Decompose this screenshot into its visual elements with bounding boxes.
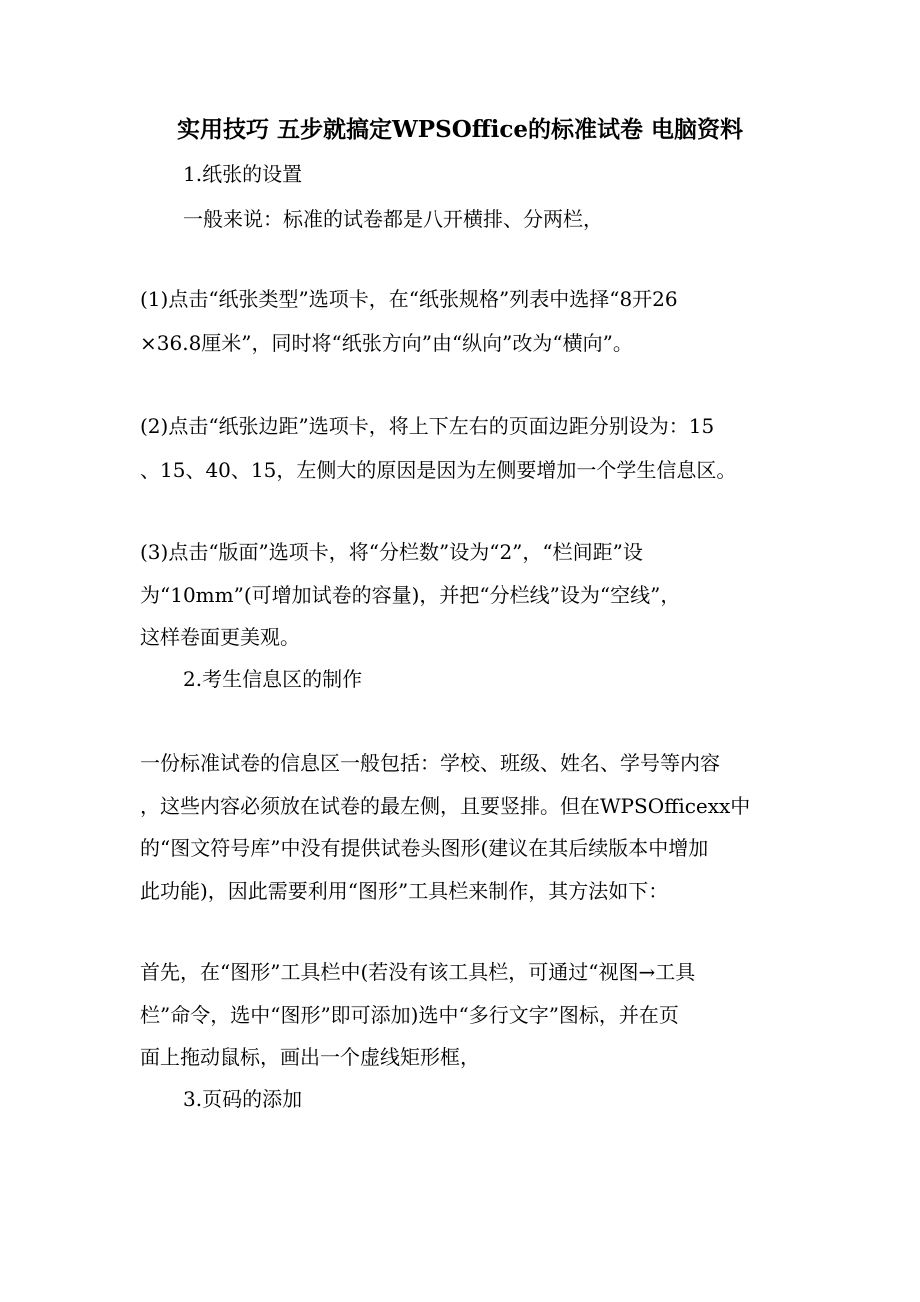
- paragraph-line: (3)点击“版面”选项卡，将“分栏数”设为“2”，“栏间距”设: [140, 540, 643, 564]
- paragraph-line: 首先，在“图形”工具栏中(若没有该工具栏，可通过“视图→工具: [140, 960, 696, 984]
- paragraph-line: (1)点击“纸张类型”选项卡，在“纸张规格”列表中选择“8开26: [140, 287, 678, 311]
- paragraph-line: 此功能)，因此需要利用“图形”工具栏来制作，其方法如下：: [140, 879, 669, 903]
- paragraph-line: (2)点击“纸张边距”选项卡，将上下左右的页面边距分别设为：15: [140, 414, 715, 438]
- paragraph-line: ，这些内容必须放在试卷的最左侧，且要竖排。但在WPSOfficexx中: [140, 794, 751, 818]
- section-heading-paper-setup: 1.纸张的设置: [183, 162, 303, 186]
- paragraph-line: 的“图文符号库”中没有提供试卷头图形(建议在其后续版本中增加: [140, 836, 709, 860]
- section-heading-page-numbers: 3.页码的添加: [183, 1087, 303, 1111]
- paragraph-line: 面上拖动鼠标，画出一个虚线矩形框，: [140, 1045, 480, 1069]
- paragraph-line: 栏”命令，选中“图形”即可添加)选中“多行文字”图标，并在页: [140, 1003, 679, 1027]
- paragraph-line: ×36.8厘米”，同时将“纸张方向”由“纵向”改为“横向”。: [140, 331, 633, 355]
- paragraph-line: 一份标准试卷的信息区一般包括：学校、班级、姓名、学号等内容: [140, 751, 720, 775]
- paragraph-line: 一般来说：标准的试卷都是八开横排、分两栏，: [183, 207, 603, 231]
- document-title: 实用技巧 五步就搞定WPSOffice的标准试卷 电脑资料: [176, 116, 744, 143]
- paragraph-line: 这样卷面更美观。: [140, 625, 300, 649]
- section-heading-student-info: 2.考生信息区的制作: [183, 667, 363, 691]
- paragraph-line: 、15、40、15，左侧大的原因是因为左侧要增加一个学生信息区。: [140, 458, 737, 482]
- paragraph-line: 为“10mm”(可增加试卷的容量)，并把“分栏线”设为“空线”，: [140, 583, 681, 607]
